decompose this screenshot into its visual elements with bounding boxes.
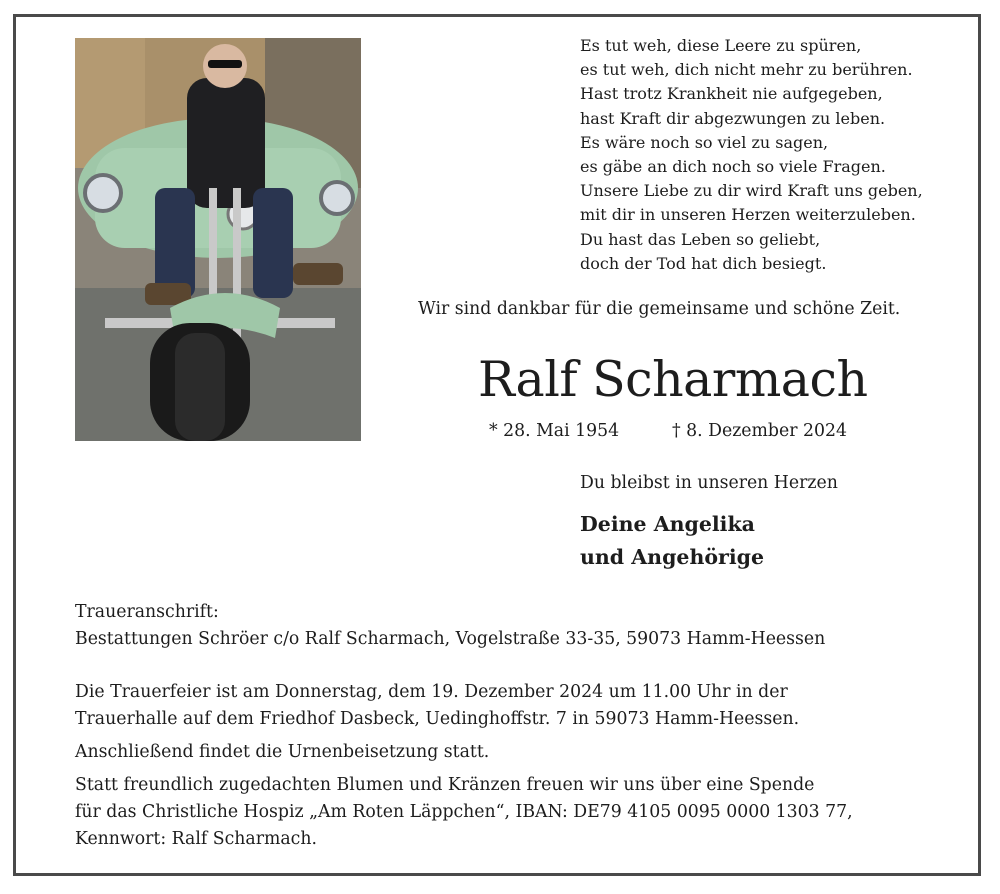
poem [580, 34, 960, 276]
portrait-photo [75, 38, 361, 441]
mourning-address [75, 599, 825, 653]
signer-line: und Angehörige [580, 545, 765, 569]
poem-line: mit dir in unseren Herzen weiterzuleben. [580, 205, 916, 225]
thanks-line: Wir sind dankbar für die gemeinsame und schöne Zeit. [418, 299, 901, 319]
poem-line: Hast trotz Krankheit nie aufgegeben, [580, 84, 883, 104]
portrait-photo-icon [75, 38, 361, 441]
donation-line: Statt freundlich zugedachten Blumen und Kränzen freuen wir uns über eine Spende [75, 775, 815, 795]
deceased-name: Ralf Scharmach [478, 351, 868, 408]
signers [580, 508, 764, 574]
birth-date: * 28. Mai 1954 [489, 421, 620, 441]
poem-line: es gäbe an dich noch so viele Fragen. [580, 157, 886, 177]
service-info [75, 679, 853, 853]
poem-line: Es tut weh, diese Leere zu spüren, [580, 36, 862, 55]
service-line: Trauerhalle auf dem Friedhof Dasbeck, Uedinghoffstr. 7 in 59073 Hamm-Heessen. [75, 709, 800, 729]
poem-line: Es wäre noch so viel zu sagen, [580, 132, 829, 152]
poem-line: Unsere Liebe zu dir wird Kraft uns geben, [580, 181, 923, 201]
poem-line: hast Kraft dir abgezwungen zu leben. [580, 108, 886, 128]
poem-line: es tut weh, dich nicht mehr zu berühren. [580, 60, 913, 80]
death-date: † 8. Dezember 2024 [672, 421, 847, 441]
donation-line: für das Christliche Hospiz „Am Roten Läppchen“, IBAN: DE79 4105 0095 0000 1303 77, [75, 802, 853, 822]
address-value: Bestattungen Schröer c/o Ralf Scharmach, Vogelstraße 33-35, 59073 Hamm-Heessen [75, 629, 826, 649]
remain-line: Du bleibst in unseren Herzen [580, 473, 838, 493]
poem-line: Du hast das Leben so geliebt, [580, 229, 821, 249]
service-line: Die Trauerfeier ist am Donnerstag, dem 19. Dezember 2024 um 11.00 Uhr in der [75, 682, 788, 702]
address-label: Traueranschrift: [75, 602, 219, 622]
service-line: Anschließend findet die Urnenbeisetzung statt. [75, 742, 490, 762]
donation-line: Kennwort: Ralf Scharmach. [75, 829, 317, 849]
signer-line: Deine Angelika [580, 512, 755, 536]
poem-line: doch der Tod hat dich besiegt. [580, 253, 827, 273]
